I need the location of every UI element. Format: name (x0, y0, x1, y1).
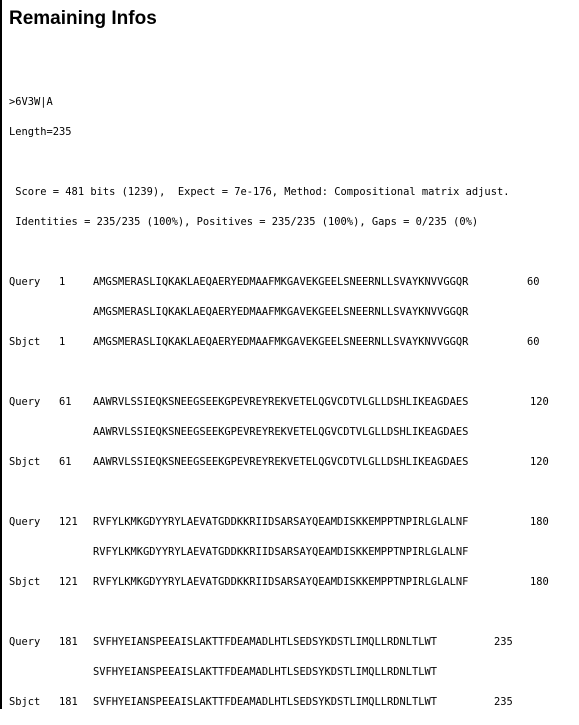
query-sequence: AMGSMERASLIQKAKLAEQAERYEDMAAFMKGAVEKGEELSNEERNLLSVAYKNVVGGQR (93, 276, 469, 288)
sbjct-start: 181 (59, 696, 78, 708)
alignment-block (0, 515, 579, 605)
query-sequence: SVFHYEIANSPEEAISLAKTTFDEAMADLHTLSEDSYKDSTLIMQLLRDNLTLWT (93, 636, 438, 648)
query-label: Query (9, 516, 41, 528)
sbjct-label: Sbjct (9, 696, 41, 708)
sbjct-end: 235 (494, 696, 513, 708)
alignment-block (0, 395, 579, 485)
query-end: 60 (527, 276, 540, 288)
sbjct-label: Sbjct (9, 336, 41, 348)
sbjct-start: 121 (59, 576, 78, 588)
match-sequence: AAWRVLSSIEQKSNEEGSEEKGPEVREYREKVETELQGVCDTVLGLLDSHLIKEAGDAES (93, 426, 469, 438)
match-sequence: SVFHYEIANSPEEAISLAKTTFDEAMADLHTLSEDSYKDSTLIMQLLRDNLTLWT (93, 666, 438, 678)
sbjct-sequence: AMGSMERASLIQKAKLAEQAERYEDMAAFMKGAVEKGEELSNEERNLLSVAYKNVVGGQR (93, 336, 469, 348)
sbjct-sequence: RVFYLKMKGDYYRYLAEVATGDDKKRIIDSARSAYQEAMDISKKEMPPTNPIRLGLALNF (93, 576, 469, 588)
score-line: Score = 481 bits (1239), Expect = 7e-176, Method: Compositional matrix adjust. (9, 186, 510, 198)
alignment-block (0, 275, 579, 365)
query-end: 180 (530, 516, 549, 528)
query-start: 121 (59, 516, 78, 528)
query-label: Query (9, 276, 41, 288)
query-label: Query (9, 636, 41, 648)
sbjct-start: 61 (59, 456, 72, 468)
match-sequence: AMGSMERASLIQKAKLAEQAERYEDMAAFMKGAVEKGEELSNEERNLLSVAYKNVVGGQR (93, 306, 469, 318)
alignment-block (0, 635, 579, 725)
sbjct-start: 1 (59, 336, 66, 348)
sbjct-sequence: SVFHYEIANSPEEAISLAKTTFDEAMADLHTLSEDSYKDSTLIMQLLRDNLTLWT (93, 696, 438, 708)
sbjct-label: Sbjct (9, 456, 41, 468)
identities-line: Identities = 235/235 (100%), Positives = 235/235 (100%), Gaps = 0/235 (0%) (9, 216, 479, 228)
query-start: 181 (59, 636, 78, 648)
sbjct-label: Sbjct (9, 576, 41, 588)
query-start: 1 (59, 276, 66, 288)
sbjct-sequence: AAWRVLSSIEQKSNEEGSEEKGPEVREYREKVETELQGVCDTVLGLLDSHLIKEAGDAES (93, 456, 469, 468)
match-sequence: RVFYLKMKGDYYRYLAEVATGDDKKRIIDSARSAYQEAMDISKKEMPPTNPIRLGLALNF (93, 546, 469, 558)
sbjct-end: 120 (530, 456, 549, 468)
query-sequence: AAWRVLSSIEQKSNEEGSEEKGPEVREYREKVETELQGVCDTVLGLLDSHLIKEAGDAES (93, 396, 469, 408)
page-title: Remaining Infos (9, 8, 157, 29)
query-end: 235 (494, 636, 513, 648)
length-line: Length=235 (9, 126, 72, 138)
sbjct-end: 60 (527, 336, 540, 348)
query-label: Query (9, 396, 41, 408)
accession-line: >6V3W|A (9, 96, 53, 108)
sbjct-end: 180 (530, 576, 549, 588)
query-end: 120 (530, 396, 549, 408)
query-sequence: RVFYLKMKGDYYRYLAEVATGDDKKRIIDSARSAYQEAMDISKKEMPPTNPIRLGLALNF (93, 516, 469, 528)
query-start: 61 (59, 396, 72, 408)
